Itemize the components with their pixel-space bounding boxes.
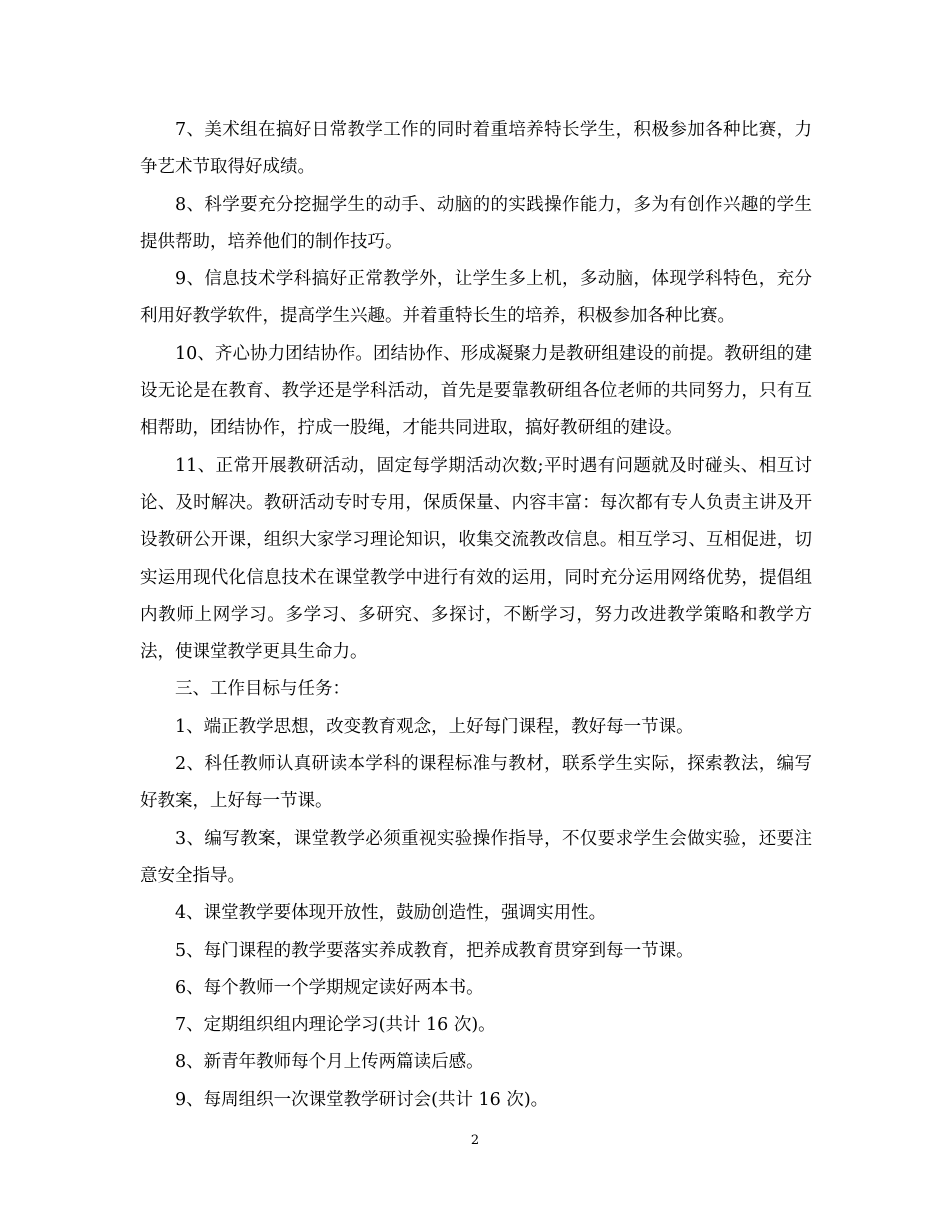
paragraph-teamwork: 10、齐心协力团结协作。团结协作、形成凝聚力是教研组建设的前提。教研组的建设无论是在教育、教学还是学科活动，首先是要靠教研组各位老师的共同努力，只有互相帮助，团结协作，拧成一股绳，才能共同进取，搞好教研组的建设。 [140, 343, 812, 439]
list-item-goal-4: 4、课堂教学要体现开放性，鼓励创造性，强调实用性。 [175, 903, 607, 924]
list-item-goal-1: 1、端正教学思想，改变教育观念，上好每门课程，教好每一节课。 [175, 716, 694, 737]
list-item-goal-8: 8、新青年教师每个月上传两篇读后感。 [175, 1052, 484, 1073]
paragraph-it-subject: 9、信息技术学科搞好正常教学外，让学生多上机，多动脑，体现学科特色，充分利用好教学软件，提高学生兴趣。并着重特长生的培养，积极参加各种比赛。 [140, 269, 812, 327]
list-item-goal-3: 3、编写教案，课堂教学必须重视实验操作指导，不仅要求学生会做实验，还要注意安全指导。 [140, 828, 812, 886]
section-heading-goals: 三、工作目标与任务： [175, 679, 350, 700]
list-item-goal-5: 5、每门课程的教学要落实养成教育，把养成教育贯穿到每一节课。 [175, 940, 694, 961]
list-item-goal-6: 6、每个教师一个学期规定读好两本书。 [175, 977, 484, 998]
list-item-goal-7: 7、定期组织组内理论学习(共计 16 次)。 [175, 1015, 496, 1036]
list-item-goal-2: 2、科任教师认真研读本学科的课程标准与教材，联系学生实际，探索教法，编写好教案，上好每一节课。 [140, 754, 812, 812]
paragraph-art-group: 7、美术组在搞好日常教学工作的同时着重培养特长学生，积极参加各种比赛，力争艺术节取得好成绩。 [140, 120, 812, 178]
paragraph-science: 8、科学要充分挖掘学生的动手、动脑的的实践操作能力，多为有创作兴趣的学生提供帮助，培养他们的制作技巧。 [140, 194, 812, 252]
body-text [140, 112, 812, 1119]
list-item-goal-9: 9、每周组织一次课堂教学研讨会(共计 16 次)。 [175, 1089, 549, 1110]
paragraph-research-activities: 11、正常开展教研活动，固定每学期活动次数;平时遇有问题就及时碰头、相互讨论、及时解决。教研活动专时专用，保质保量、内容丰富：每次都有专人负责主讲及开设教研公开课，组织大家学习理论知识，收集交流教改信息。相互学习、互相促进，切实运用现代化信息技术在课堂教学中进行有效的运用，同时充分运用网络优势，提倡组内教师上网学习。多学习、多研究、多探讨，不断学习，努力改进教学策略和教学方法，使课堂教学更具生命力。 [140, 455, 812, 663]
page-number: 2 [470, 1133, 480, 1148]
